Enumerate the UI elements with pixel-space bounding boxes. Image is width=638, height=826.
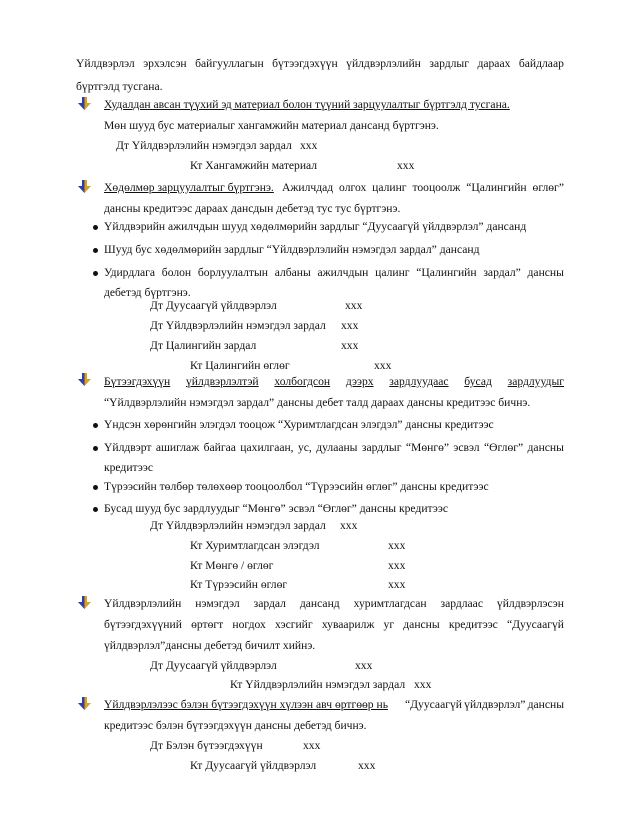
word: Үйлдвэрлэлийн	[104, 597, 182, 610]
s5-credit-amount: xxx	[358, 759, 376, 772]
word: цахилгаан,	[240, 441, 294, 454]
word: болон	[161, 266, 192, 279]
word: ус,	[297, 441, 312, 454]
word: бүтээгдэхүүний	[104, 618, 182, 631]
dot-bullet-icon	[93, 271, 98, 276]
word: ажилчдын	[317, 266, 369, 279]
word: зардлыг	[361, 441, 402, 454]
word: өглөг”	[532, 181, 564, 194]
arrow-bullet-icon	[78, 697, 91, 710]
s2-line-2: дансны кредитээс дараах данcдын дебетэд тус тус бүртгэнэ.	[104, 202, 401, 215]
s5-line-1-rest	[405, 698, 564, 712]
arrow-bullet-icon	[78, 596, 91, 609]
word: цалинг	[375, 266, 410, 279]
word: “Дуусаагүй	[507, 618, 564, 631]
dot-bullet-icon	[93, 446, 98, 451]
s3-bullet-2-line-2: кредитээс	[104, 461, 153, 474]
word: “Цалингийн	[466, 181, 527, 194]
word: байгаа	[203, 441, 236, 454]
word: кредитээс	[448, 618, 498, 631]
word: холбогдсон	[274, 375, 331, 388]
word: дулааны	[316, 441, 358, 454]
s3-bullet-3: Түрээсийн төлбөр төлөхөөр тооцоолбол “Түрээсийн өглөг” дансны кредитээс	[104, 480, 489, 493]
arrow-bullet-icon	[78, 373, 91, 386]
intro-line-1	[76, 57, 564, 71]
word: “Өглөг”	[483, 441, 524, 454]
s3-credit-2: Кт Мөнгө / өглөг	[190, 559, 274, 572]
dot-bullet-icon	[93, 423, 98, 428]
word: “Цалингийн	[416, 266, 477, 279]
word: дансны	[527, 266, 564, 279]
s5-line-2: кредитээс бэлэн бүтээгдэхүүн дансны дебетэд бичнэ.	[104, 719, 367, 732]
s1-credit: Кт Хангамжийн материал	[190, 159, 318, 172]
s3-credit-2-amount: xxx	[388, 559, 406, 572]
s5-title: Үйлдвэрлэлээс бэлэн бүтээгдэхүүн хүлээн авч өртгөөр нь	[104, 698, 388, 711]
word: ногдох	[232, 618, 266, 631]
s3-credit-3-amount: xxx	[388, 578, 406, 591]
word: дээрх	[345, 375, 374, 388]
word: албаны	[274, 266, 311, 279]
arrow-bullet-icon	[78, 180, 91, 193]
s1-debit: Дт Үйлдвэрлэлийн нэмэгдэл зардал	[116, 139, 292, 152]
s2-debit-3-amount: xxx	[341, 339, 359, 352]
s3-bullet-2	[104, 441, 564, 455]
s1-debit-amount: xxx	[300, 139, 318, 152]
s3-credit-3: Кт Түрээсийн өглөг	[190, 578, 288, 591]
word: дансанд	[299, 597, 340, 610]
word: хэсгийг	[274, 618, 313, 631]
word: “Мөнгө”	[405, 441, 450, 454]
s4-credit-amount: xxx	[414, 678, 432, 691]
s1-line-2: Мөн шууд бус материалыг хангамжийн материал дансанд бүртгэнэ.	[104, 119, 439, 132]
word: үйлдвэрлэсэн	[496, 597, 564, 610]
word: дараах	[477, 57, 511, 70]
word: дансны	[403, 618, 440, 631]
word: тооцоолж	[412, 181, 461, 194]
word: Бүтээгдэхүүн	[104, 375, 171, 388]
dot-bullet-icon	[93, 248, 98, 253]
word: Ажилчдад	[282, 181, 334, 194]
s1-title: Худалдан авсан түүхий эд материал болон түүний зарцуулалтыг бүртгэлд тусгана.	[104, 98, 510, 111]
s3-line-2: “Үйлдвэрлэлийн нэмэгдэл зардал” дансны дебет талд дараах дансны кредитээс бичнэ.	[104, 396, 531, 409]
arrow-bullet-icon	[78, 97, 91, 110]
s1-credit-amount: xxx	[397, 159, 415, 172]
word: зардлуудыг	[507, 375, 564, 388]
word: Удирдлага	[104, 266, 156, 279]
dot-bullet-icon	[93, 507, 98, 512]
s4-line-1	[104, 597, 564, 611]
word: өртөгт	[191, 618, 224, 631]
word: дансны	[527, 698, 564, 711]
word: борлуулалтын	[197, 266, 268, 279]
s4-debit: Дт Дуусаагүй үйлдвэрлэл	[150, 659, 277, 672]
word: олгох	[339, 181, 367, 194]
s3-debit: Дт Үйлдвэрлэлийн нэмэгдэл зардал	[150, 519, 326, 532]
s3-title	[104, 375, 564, 389]
s2-title: Хөдөлмөр зарцуулалтыг бүртгэнэ.	[104, 181, 274, 194]
s2-line-1-rest	[282, 181, 564, 195]
word: үйлдвэрлэл”	[464, 698, 526, 711]
word: зардлаас	[440, 597, 483, 610]
s2-debit-1: Дт Дуусаагүй үйлдвэрлэл	[150, 299, 277, 312]
intro-line-2: бүртгэлд тусгана.	[76, 80, 163, 93]
word: уг	[383, 618, 395, 631]
word: үйлдвэрлэлтэй	[185, 375, 259, 388]
s3-bullet-4: Бусад шууд бус зардлуудыг “Мөнгө” эсвэл “Өглөг” дансны кредитээс	[104, 502, 448, 515]
word: дансны	[527, 441, 564, 454]
word: эрхэлсэн	[143, 57, 187, 70]
s2-bullet-1: Үйлдвэрийн ажилчдын шууд хөдөлмөрийн зардлыг “Дуусаагүй үйлдвэрлэл” дансанд	[104, 220, 527, 233]
word: зардлуудаас	[389, 375, 449, 388]
s5-debit-amount: xxx	[303, 739, 321, 752]
word: байгууллагын	[195, 57, 264, 70]
word: бусад	[464, 375, 492, 388]
s2-bullet-3	[104, 266, 564, 280]
word: бүтээгдэхүүн	[272, 57, 338, 70]
word: “Дуусаагүй	[405, 698, 462, 711]
s2-debit-3: Дт Цалингийн зардал	[150, 339, 257, 352]
word: цалинг	[372, 181, 407, 194]
s4-line-2	[104, 618, 564, 632]
word: зардлыг	[429, 57, 469, 70]
word: үйлдвэрлэлийн	[346, 57, 421, 70]
s3-debit-amount: xxx	[340, 519, 358, 532]
s5-credit: Кт Дуусаагүй үйлдвэрлэл	[190, 759, 317, 772]
s3-credit-1-amount: xxx	[388, 539, 406, 552]
word: зардал	[253, 597, 286, 610]
s5-debit: Дт Бэлэн бүтээгдэхүүн	[150, 739, 263, 752]
s4-line-3: үйлдвэрлэл”дансны дебетэд бичилт хийнэ.	[104, 639, 316, 652]
word: байдлаар	[518, 57, 564, 70]
s2-debit-1-amount: xxx	[345, 299, 363, 312]
s2-credit: Кт Цалингийн өглөг	[190, 359, 290, 372]
word: нэмэгдэл	[195, 597, 240, 610]
word: ашиглаж	[155, 441, 200, 454]
s2-debit-2-amount: xxx	[341, 319, 359, 332]
s2-debit-2: Дт Үйлдвэрлэлийн нэмэгдэл зардал	[150, 319, 326, 332]
dot-bullet-icon	[93, 485, 98, 490]
s3-credit-1: Кт Хуримтлагдсан элэгдэл	[190, 539, 320, 552]
s3-bullet-1: Үндсэн хөрөнгийн элэгдэл тооцож “Хуримтлагдсан элэгдэл” дансны кредитээс	[104, 418, 494, 431]
word: Үйлдвэрт	[104, 441, 152, 454]
word: эсвэл	[453, 441, 480, 454]
s4-debit-amount: xxx	[355, 659, 373, 672]
s4-credit: Кт Үйлдвэрлэлийн нэмэгдэл зардал	[230, 678, 406, 691]
s2-bullet-2: Шууд бус хөдөлмөрийн зардлыг “Үйлдвэрлэлийн нэмэгдэл зардал” дансанд	[104, 243, 480, 256]
word: хуримтлагдсан	[353, 597, 427, 610]
s2-credit-amount: xxx	[374, 359, 392, 372]
s2-bullet-3-line-2: дебетэд бүртгэнэ.	[104, 286, 191, 299]
dot-bullet-icon	[93, 225, 98, 230]
word: хуваарилж	[321, 618, 375, 631]
word: Үйлдвэрлэл	[76, 57, 135, 70]
word: зардал”	[483, 266, 521, 279]
